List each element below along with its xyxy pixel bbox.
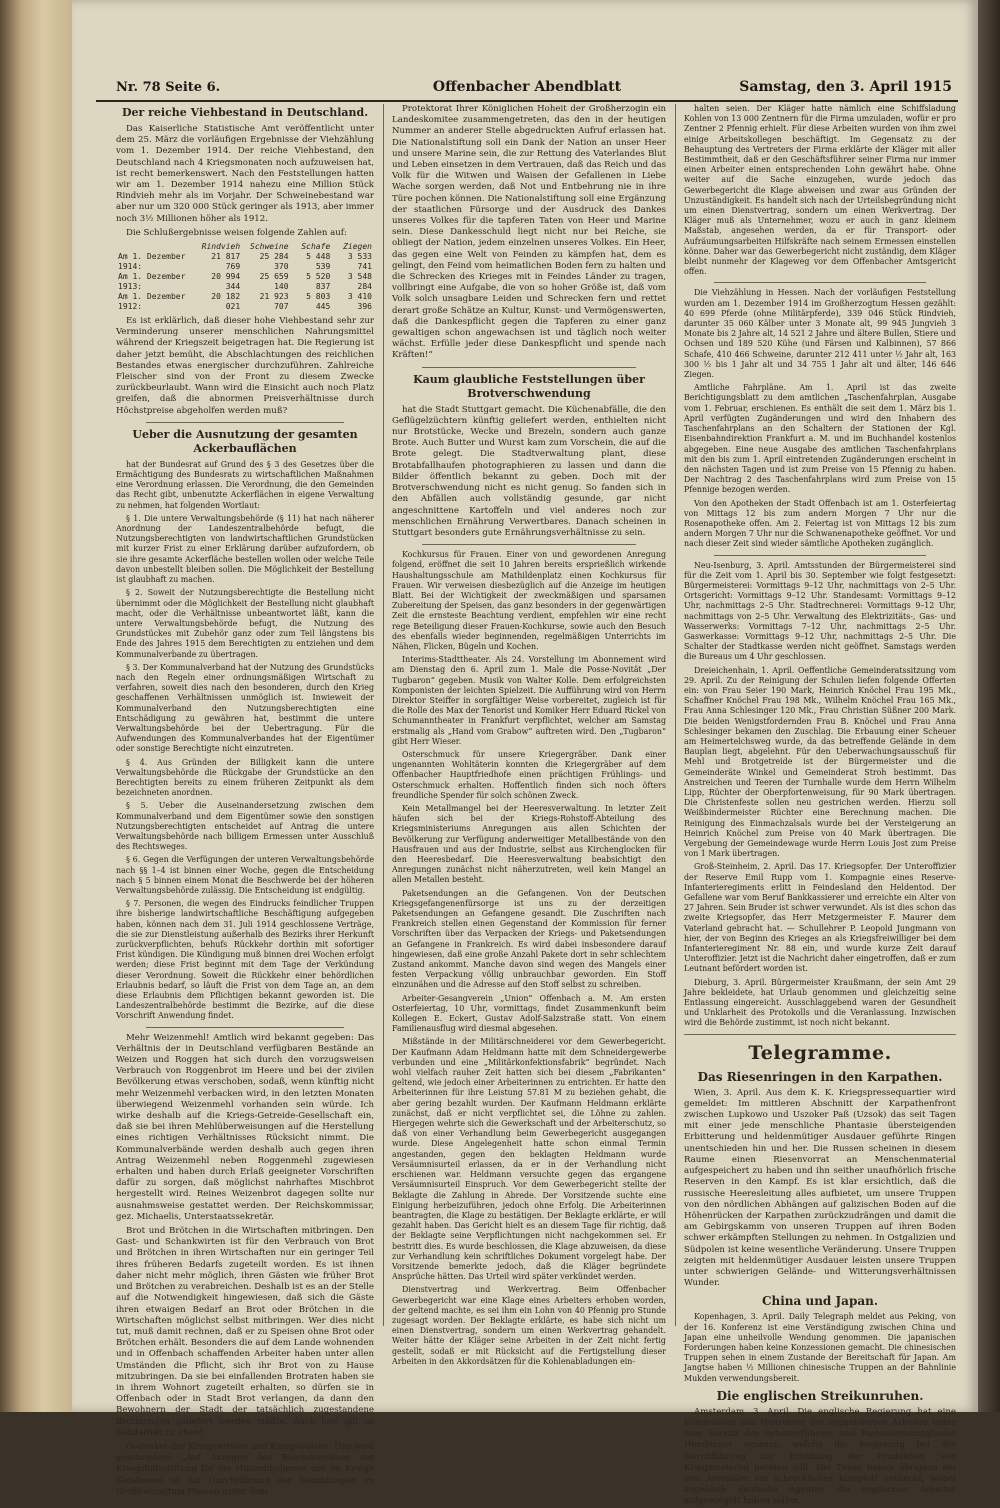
table-row (116, 272, 374, 292)
article-paragraph: Amsterdam, 3. April. Die englische Regierung hat eine Kommission aus Vertretern der organisierten Arbeiter unter dem Vorsitz des Arbeiterführers und Parlamentsmitgliedes Henderson ernannt, welche die Regierung bei der Durchführung zur Erhöhung der Produktion von Kriegsmaterial beraten soll. Die Times haben übrigens bei den Arsenalen ein schreckliches Komplott entdeckt, wobei angeblich deutsche Agenten die englischen Arbeiter aufgewiegelt haben sollen. (684, 1406, 956, 1507)
article-heading: Der reiche Viehbestand in Deutschland. (121, 106, 369, 119)
article-separator (146, 422, 344, 423)
table-row (116, 292, 374, 312)
table-cell: 3 548 284 (347, 272, 372, 292)
table-cell: Am 1. Dezember 1913: (118, 272, 186, 292)
article-paragraph: Osterschmuck für unsere Kriegergräber. Dank einer ungenannten Wohltäterin konnten die Kriegergräber auf dem Offenbacher Hauptfriedhofe einen prächtigen Frühlings- und Osterschmuck erhalten. Hoffentlich finden sich noch öfters freundliche Spender für solch schönen Zweck. (392, 749, 666, 800)
masthead (96, 76, 958, 102)
issue-number: Nr. 78 Seite 6. (116, 80, 221, 95)
article-paragraph: halten seien. Der Kläger hatte nämlich eine Schiffsladung Kohlen von 13 000 Zentnern für die Firma umzuladen, wofür er pro Zentner 2 Pfennig erhielt. Für diese Arbeiten wurden von ihm zwei einige Arbeitskollegen beschäftigt. Im Gegensatz zu der Behauptung des Vertreters der Firma erklärte der Kläger mit aller Bestimmtheit, daß er den Geschäftsführer seiner Firma nur immer einen Arbeiter einen entsprechenden Lohn gewährt habe. Ohne weiter auf die Sache einzugehen, wurde jedoch das Gewerbegericht die Klage abweisen und zwar aus Gründen der Unzuständigkeit. Es handelt sich nach der Urteilsbegründung nicht um einen Dienstvertrag, sondern um einen Werkvertrag. Der Kläger muß als Unternehmer, wozu er auch in ganz kleinem Maßstab, angesehen werden, da er für Transport- oder Aufräumungsarbeiten Hilfskräfte nach seinem Ermessen einstellen könne. Daher war das Gewerbegericht nicht zuständig, dem Kläger bleibt nunmehr der Klageweg vor dem Offenbacher Amtsgericht offen. (684, 104, 956, 277)
article-paragraph: Von den Apotheken der Stadt Offenbach ist am 1. Osterfeiertag von Mittags 12 bis zum andern Morgen 7 Uhr nur die Rosenapotheke offen. Am 2. Feiertag ist von Mittags 12 bis zum andern Morgen 7 Uhr nur die Schwanenapotheke geöffnet. Vor und nach dieser Zeit sind wieder sämtliche Apotheken zugänglich. (684, 498, 956, 549)
article-paragraph: Groß-Steinheim, 2. April. Das 17. Kriegsopfer. Der Unteroffizier der Reserve Emil Rupp vom 1. Kompagnie eines Reserve-Infanterieregiments erlitt in Feindesland den Heldentod. Der Gefallene war vom Beruf Bankkassierer und erreichte ein Alter von 27 Jahren. Sein Bruder ist schwer verwundet. Als ist dies schon das zweite Kriegsopfer, das Herr Metzgermeister F. Maurer dem Vaterland gebracht hat. — Schullehrer P. Leopold Jungmann von hier, der von Beginn des Krieges an als Kriegsfreiwilliger bei dem Infanterieregiment Nr. 88 ein, und wurde kurze Zeit darauf Unteroffizier. Jetzt ist die Nachricht daher eingetroffen, daß er zum Leutnant befördert worden ist. (684, 862, 956, 974)
table-header: Schweine (250, 242, 289, 252)
article-paragraph: Paketsendungen an die Gefangenen. Von der Deutschen Kriegsgefangenenfürsorge ist uns zu der derzeitigen Paketsendungen an Gefangene gesandt. Die Zuschriften nach Frankreich stellen einen Gegenstand der Kommission für ferner Vorschriften über das Verpacken der Kriegs- und Paketsendungen an Gefangene in Frankreich. Es wird dabei insbesondere darauf hingewiesen, daß eine große Anzahl Pakete dort in sehr schlechtem Zustand ankommt. Manche davon sind wegen des Mangels einer festen Verpackung völlig unbrauchbar geworden. Ein Stoff einzunähen und die Adresse auf den Stoff selbst zu schreiben. (392, 888, 666, 990)
article-paragraph: Dreieichenhain, 1. April. Oeffentliche Gemeinderatssitzung vom 29. April. Zu der Reinigung der Schulen liefen folgende Offerten ein: von Frau Seier 190 Mark, Heinrich Knöchel Frau 195 Mk., Schaffner Knöchel Frau 198 Mk., Wilhelm Knöchel Frau 165 Mk., Frau Anna Schlesinger 120 Mk., Frau Christian Süßner 200 Mark. Die beiden Wenigstfordernden Frau B. Knöchel und Frau Anna Schlesinger bekamen den Zuschlag. Die Erbauung einer Scheuer am Heimertelchsweg wurde, da das betreffende Gelände in dem Bauplan liegt, abgelehnt. Für den Ueberwachungsausschuß für Mehl und Brotgetreide ist der Bürgermeister und die Gemeinderäte Winkel und Gemeinderat Stroh bestimmt. Das Anstreichen und Teeren der Turnhalle wurde dem Herrn Wilhelm Lipp, Rüchter der Oberpfortenweisung, für 90 Mark übertragen. Die Christenfeste sollen neu gestrichen werden. Hierzu soll Weißbindermeister Rüchter eine Berechnung machen. Die Reinigung des Einmachzalsals wurde bei der Versteigerung an Heinrich Knöchel zum Preise von 40 Mark übertragen. Die Vergebung der Gemeindewage wurde Herrn Louis Jost zum Preise von 1 Mark übertragen. (684, 665, 956, 859)
table-cell: Am 1. Dezember 1914: (118, 252, 186, 272)
article-separator (714, 282, 926, 283)
table-header: Rindvieh (201, 242, 241, 252)
article-paragraph: Es ist erklärlich, daß dieser hohe Viehbestand sehr zur Verminderung unserer menschlichen Nahrungsmittel während der Kriegszeit beigetragen hat. Die Regierung ist daher jetzt bemüht, die Abschlachtungen des reichlichen Bestandes etwas energischer durchzuführen. Zahlreiche Fleischer sind von der Front zu diesem Zwecke zurückbeurlaubt. Wann wird die Einsicht auch noch Platz greifen, daß die abnormen Preisverhältnisse durch Höchstpreise abgeholfen werden muß? (116, 316, 374, 416)
table-cell: 3 410 396 (347, 292, 372, 312)
table-cell: 3 533 741 (347, 252, 372, 272)
article-paragraph: hat die Stadt Stuttgart gemacht. Die Küchenabfälle, die den Geflügelzüchtern künftig geliefert werden, enthielten nicht nur Brotstücke, Wecke und Brezeln, sondern auch ganze Brote. Auch Butter und Wurst kam zum Vorschein, die auf die Brote gelegt. Die Stadtverwaltung plant, diese Brotabfallhaufen photographieren zu lassen und dann die Bilder öffentlich bekannt zu geben. Doch mit der Brotverschwendung nicht es nicht genug. So fanden sich in den Abfällen auch vollständig gesunde, gar nicht angeschnittene Kartoffeln und viel anderes noch zur menschlichen Ernährung Verwertbares. Danach scheinen in Stuttgart besonders gute Ernährungsverhältnisse zu sein. (392, 404, 666, 538)
table-cell: 5 448 539 (306, 252, 331, 272)
article-paragraph: § 1. Die untere Verwaltungsbehörde (§ 11) hat nach näherer Anordnung der Landeszentralbehörde befugt, die Nutzungsberechtigten von landwirtschaftlichen Grundstücken mit kurzer Frist zu einer Erklärung darüber aufzufordern, ob sie ihre gesamte Ackerfläche bestellen wollen oder welche Teile davon unbestellt bleiben sollen. Die Möglichkeit der Bestellung ist glaubhaft zu machen. (116, 513, 374, 585)
table-cell: 21 923 707 (259, 292, 289, 312)
telegram-section-title: Telegramme. (748, 1041, 892, 1064)
article-heading: Die englischen Streikunruhen. (716, 1388, 924, 1403)
column-2 (392, 104, 666, 1366)
book-binding-edge (0, 0, 72, 1412)
table-header (116, 242, 194, 252)
article-separator (422, 544, 636, 545)
article-paragraph: Arbeiter-Gesangverein „Union“ Offenbach a. M. Am ersten Osterfeiertag, 10 Uhr, vormittags, findet Zusammenkunft beim Kollegen E. Eckert, Gustav Adolf-Salzstraße statt. Von einem Familienausflug wird diesmal abgesehen. (392, 993, 666, 1034)
livestock-table (116, 242, 374, 312)
article-paragraph: Brot und Brötchen in die Wirtschaften mitbringen. Den Gast- und Schankwirten ist für den Verbrauch von Brot und Brötchen in ihren Wirtschaften nur ein geringer Teil ihres früheren Bedarfs zugeteilt worden. Es ist ihnen daher nicht mehr möglich, ihren Gästen wie früher Brot und Brötchen zu verabreichen. Deshalb ist es an der Stelle auf die Notwendigkeit hingewiesen, daß sich die Gäste ihren etwaigen Bedarf an Brot oder Brötchen in die Wirtschaften möglichst selbst mitbringen. Wer dies nicht tut, muß damit rechnen, daß er zu Speisen ohne Brot oder Brötchen erhält. Besonders die auf dem Lande wohnenden und in Offenbach schaffenden Arbeiter haben unter allen Umständen die Pflicht, sich ihr Brot von zu Hause mitzubringen. Da sie bei einfallenden Brotraten haben sie in ihrem Wohnort zugeteilt erhalten, so dürfen sie in Offenbach oder in Stadt Brot verlangen, da dann den Bewohnern der Stadt der tatsächlich zugestandene Brotmengen geliefert werden müßte. Auch hier gilt es Solidarität zu üben! (116, 1226, 374, 1438)
article-paragraph: Neu-Isenburg, 3. April. Amtsstunden der Bürgermeisterei sind für die Zeit vom 1. April bis 30. September wie folgt festgesetzt: Bürgermeisterei: Vormittags 9–12 Uhr, nachmittags von 2–5 Uhr. Ortsgericht: Vormittags 9–12 Uhr. Standesamt: Vormittags 9–12 Uhr, nachmittags 2–5 Uhr. Stadtrechnerei: Vormittags 9–12 Uhr, nachmittags von 2–5 Uhr. Verwaltung des Elektrizitäts-, Gas- und Wasserwerks: Vormittags 7–12 Uhr, nachmittags 2–5 Uhr. Gaswerkasse: Vormittags 9–12 Uhr, nachmittags 2–5 Uhr. Die Schalter der Stadtkasse werden nicht geöffnet. Samstags werden die Bureaus um 4 Uhr geschlossen. (684, 560, 956, 662)
table-cell: 5 520 837 (306, 272, 331, 292)
table-cell: Am 1. Dezember 1912: (118, 292, 186, 312)
article-paragraph: Amtliche Fahrpläne. Am 1. April ist das zweite Berichtigungsblatt zu dem amtlichen „Taschenfahrplan, Ausgabe vom 1. Februar, erschienen. Es enthält die seit dem 1. März bis 1. April verfügten Zugänderungen und wird den Inhabern des Taschenfahrplans an den Schaltern der Stationen der Kgl. Eisenbahndirektion Frankfurt a. M. und im Buchhandel kostenlos abgegeben. Eine neue Ausgabe des amtlichen Taschenfahrplans mit den bis zum 1. April eintretenden Zugänderungen erscheint in den nächsten Tagen und ist zum Preise von 15 Pfennig zu haben. Der Nachtrag 2 des Taschenfahrplans wird zum Preise von 15 Pfennige bezogen werden. (684, 383, 956, 495)
newspaper-title: Offenbacher Abendblatt (432, 79, 622, 95)
section-separator (684, 1034, 956, 1035)
table-cell: 21 817 769 (211, 252, 241, 272)
article-paragraph: Mißstände in der Militärschneiderei vor dem Gewerbegericht. Der Kaufmann Adam Heldmann hatte mit dem Schneidergewerbe verbunden und eine „Militärkonfektionsfabrik“ begründet. Nach wohl vielfach rauher Zeit hatten sich bei diesem „Fabrikanten“ geltend, wie jedoch einer Arbeiterinnen zu entrichten. Er hatte den Arbeiterinnen für ihre Leistung 57.81 M zu beziehen gehabt, die aber gering bezahlt wurden. Der Kaufmann Heldmann erklärte zunächst, daß er nicht verpflichtet sei, die Löhne zu zahlen. Hiergegen wehrte sich die Gewerkschaft und der Arbeiterschutz, so daß von einer Verhandlung beim Gewerbegericht ausgegangen wurde. Diese Angelegenheit hatte schon einmal Termin angestanden, gegen den beklagten Heldmann wurde Versäumnisurteil erlassen, da er in der Verhandlung nicht erschienen war. Heldmann versuchte gegen das ergangene Versäumnisurteil Einspruch. Vor dem Gewerbegericht stellte der Beklagte die Zahlung in Abrede. Der Vorsitzende suchte eine Einigung herbeizuführen, jedoch ohne Erfolg. Die Arbeiterinnen beantragten, die Klage zu bestätigen. Der Beklagte erklärte, er will gezahlt haben. Das Gericht hielt es an diesem Tage für richtig, daß der Beklagte seine Verpflichtungen nicht nachgekommen sei. Er bestritt dies. Es wurde beschlossen, die Klage abzuweisen, da diese zur Verhandlung kein schriftliches Dokument vorgelegt habe. Der Vorsitzende bemerkte jedoch, daß die Kläger begründete Ansprüche hätten. Das Urteil wird später verkündet werden. (392, 1037, 666, 1282)
column-rule (383, 104, 384, 1326)
article-paragraph: Kopenhagen, 3. April. Daily Telegraph meldet aus Peking, von der 16. Konferenz ist eine Verständigung zwischen China und Japan eine unheilvolle Wendung genommen. Die japanischen Forderungen haben keine Konzessionen gemacht. Die chinesischen Truppen sehen in einem Zustande der Bereitschaft für Japan. Am Jangtse haben ½ Millionen chinesische Truppen an der Bahnlinie Mukden verwendungsbereit. (684, 1312, 956, 1383)
article-heading: Ueber die Ausnutzung der gesamten Ackerbauflächen (132, 427, 358, 455)
article-paragraph: Kein Metallmangel bei der Heeresverwaltung. In letzter Zeit häufen sich bei der Kriegs-Rohstoff-Abteilung des Kriegsministeriums Anregungen aus allen Schichten der Bevölkerung zur Verfügung anderweitiger Metallbestände von den Hausfrauen und aus der Industrie, selbst aus Kirchenglocken für den Heeresbedarf. Die Heeresverwaltung beabsichtigt den Anregungen zunächst nicht näherzutreten, weil kein Mangel an allen Metallen besteht. (392, 803, 666, 885)
article-paragraph: Wien, 3. April. Aus dem K. K. Kriegspressequartier wird gemeldet: Im mittleren Abschnitt der Karpathenfront zwischen Lupkowo und Uszoker Paß (Uzsok) das seit Tagen mit einer jede menschliche Phantasie übersteigenden Erbitterung und heldenmütiger Ausdauer geführte Ringen unentschieden hin und her. Die Russen scheinen in diesem Raume einen Riesenvorrat an Menschenmaterial aufgespeichert zu haben und ihn seither unaufhörlich frische Reserven in den Kampf. Es ist klar ersichtlich, daß die russische Heeresleitung alles aufbietet, um unsere Truppen von den nördlichen Abhängen auf galizischen Boden auf die Höhenrücken der Karpathen zurückzudrängen und damit die am Gebirgskamm von unseren Truppen auf ihren Boden schwer erkämpften Stellungen zu nehmen. In Ostgalizien und Südpolen ist keine wesentliche Veränderung. Unsere Truppen zeigten mit heldenmütiger Ausdauer leisten unsere Truppen unter schwierigen Gelände- und Witterungsverhältnissen Wunder. (684, 1087, 956, 1289)
article-paragraph: Interims-Stadttheater. Als 24. Vorstellung im Abonnement wird am Dienstag den 6. April zum 1. Male die Posse-Novität „Der Tugbaron“ gegeben. Musik von Walter Kolle. Dem erfolgreichsten Komponisten der leichten Spielzeit. Die Aufführung wird von Herrn Direktor Steiffer in sorgfältiger Weise vorbereitet, zugleich ist für die Rolle des Max der Tenorist und Komiker Herr Eduard Rickel von Schumanntheater in Frankfurt verpflichtet, welcher am Samstag erstmalig als „Hand vom Grabow“ auftreten wird. Den „Tugbaron“ gibt Herr Wieser. (392, 655, 666, 746)
table-cell: 20 182 021 (211, 292, 241, 312)
article-paragraph: § 6. Gegen die Verfügungen der unteren Verwaltungsbehörde nach §§ 1–4 ist binnen einer Woche, gegen die Entscheidung nach § 5 binnen einem Monat die Beschwerde bei der höheren Verwaltungsbehörde zulässig. Die Entscheidung ist endgültig. (116, 855, 374, 895)
table-cell: 25 659 140 (259, 272, 289, 292)
article-paragraph: Protektorat Ihrer Königlichen Hoheit der Großherzogin ein Landeskomitee zusammengetreten, das den in der heutigen Nummer an anderer Stelle abgedruckten Aufruf erlassen hat. Die Nationalstiftung soll ein Dank der Nation an unser Heer und unsere Marine sein, die zur Rettung des Vaterlandes Blut und Leben einsetzen in dem Vertrauen, daß das Reich und das Volk für die Witwen und Waisen der Gefallenen in Liebe Wache sorgen werden, daß Not und Entbehrung nie in ihre Türe pochen können. Die Nationalstiftung soll eine Ergänzung der staatlichen Fürsorge und der Ausdruck des Dankes unseres Volkes für die tapferen Taten von Heer und Marine sein. Diese Dankesschuld liegt nicht nur bei Reiche, sie obliegt der Nation, jedem einzelnen unseres Volkes. Ein Heer, das gegen eine Welt von Feinden zu kämpfen hat, dem es gelingt, den Feind vom heimatlichen Boden fern zu halten und die Schrecken des Krieges mit in Feindes Länder zu tragen, vollbringt eine Aufgabe, die von so hoher Größe ist, daß vom Volk solch unsagbare Leiden und Schrecken fern und rettet derart große Schätze an Kultur, Kunst- und Vermögenswerten, daß die Dankespflicht gegen die Tapferen zu einer ganz gewaltigen schon angewachsen ist und täglich noch weiter wächst. Erfülle jeder diese Dankespflicht und spende nach Kräften!“ (392, 104, 666, 361)
article-separator (422, 367, 636, 368)
article-paragraph: Das Kaiserliche Statistische Amt veröffentlicht unter dem 25. März die vorläufigen Ergebnisse der Viehzählung vom 1. Dezember 1914. Der reiche Viehbestand, den Deutschland nach 4 Kriegsmonaten noch aufzuweisen hat, ist recht bemerkenswert. Nach den Feststellungen hatten wir am 1. Dezember 1914 nahezu eine Million Stück Rindvieh mehr als im Vorjahr. Der Schweinebestand war aber nur um 320 000 Stück geringer als 1913, aber immer noch 3½ Millionen höher als 1912. (116, 124, 374, 224)
column-3 (684, 104, 956, 1507)
table-cell: 5 803 445 (306, 292, 331, 312)
table-row (116, 252, 374, 272)
article-separator (146, 1027, 344, 1028)
issue-date: Samstag, den 3. April 1915 (739, 79, 952, 95)
article-paragraph: § 5. Ueber die Auseinandersetzung zwischen dem Kommunalverband und dem Eigentümer sowie den sonstigen Nutzungsberechtigten entscheidet auf Antrag die untere Verwaltungsbehörde nach billigem Ermessen unter Ausschluß des Rechtsweges. (116, 801, 374, 852)
article-paragraph: Dieburg, 3. April. Bürgermeister Kraußmann, der sein Amt 29 Jahre bekleidete, hat Urlaub genommen und gleichzeitig seine Entlassung eingereicht. Ausschlaggebend waren der Gesundheit und Unklarheit des Protokolls und die Veranlassung. Inzwischen wird die Behörde zustimmt, ist noch nicht bekannt. (684, 977, 956, 1028)
table-header: Schafe (301, 242, 331, 252)
article-paragraph: Die Schlußergebnisse weisen folgende Zahlen auf: (126, 227, 347, 238)
article-heading: Kaum glaubliche Feststellungen über Brotverschwendung (413, 372, 645, 400)
article-paragraph: Kochkursus für Frauen. Einer von und gewordenen Anregung folgend, eröffnet die seit 10 Jahren bereits ersprießlich wirkende Haushaltungsschule am Mathildenplatz einen Kochkursus für Frauen. Wir verweisen diesbezüglich auf die Anzeige im heutigen Blatt. Bei der Wichtigkeit der zweckmäßigen und sparsamen Zubereitung der Speisen, das ganz besonders in der gegenwärtigen Zeit die ernsteste Beachtung verdient, empfehlen wir eine recht rege Beteiligung dieser Frauen-Kochkurse, sowie auch den Besuch des ebenfalls wieder beginnenden, regelmäßigen Unterrichts im Nähen, Flicken, Bügeln und Kochen. (392, 550, 666, 651)
article-paragraph: Dienstvertrag und Werkvertrag. Beim Offenbacher Gewerbegericht war eine Klage eines Arbeiters erhoben worden, der geltend machte, es sei ihm ein Lohn von 40 Pfennig pro Stunde zugesagt worden. Der Beklagte erklärte, es habe sich nicht um einen Dienstvertrag, sondern um einen Werkvertrag gehandelt. Weiter hätte der Kläger seine Arbeiten in der Zeit nicht fertig gestellt, sodaß er mit Rücksicht auf die Fertigstellung dieser Arbeiten in den Akkordsätzen für die Kohlenabladungen ein- (392, 1285, 666, 1366)
table-cell: 20 994 344 (211, 272, 241, 292)
article-heading: China und Japan. (761, 1294, 879, 1309)
column-rule (675, 104, 676, 1326)
article-paragraph: § 7. Personen, die wegen des Eindrucks feindlicher Truppen ihre bisherige landwirtschaftliche Beschäftigung aufgegeben haben, können nach dem 31. Juli 1914 geschlossene Verträge, die sie zur Dienstleistung außerhalb des Bezirks ihrer Herkunft zurückverpflichten, behufs Rückkehr dorthin mit sofortiger Frist kündigen. Die Kündigung muß binnen drei Wochen erfolgt werden; diese Frist beginnt mit dem Tage der Verkündung dieser Verordnung. Soweit die Rückkehr einer behördlichen Erlaubnis bedarf, so läuft die Frist von dem Tage an, an dem diese Erlaubnis dem Pflichtigen bekannt geworden ist. Die Landeszentralbehörde bestimmt die Bezirke, auf die diese Vorschrift Anwendung findet. (116, 899, 374, 1021)
article-paragraph: § 2. Soweit der Nutzungsberechtigte die Bestellung nicht übernimmt oder die Möglichkeit der Bestellung nicht glaubhaft macht, oder die Verhältnisse unbeantwortet läßt, kann die untere Verwaltungsbehörde befugt, die Nutzung des Grundstückes mit Zubehör ganz oder zum Teil längstens bis Ende des Jahres 1915 dem Berechtigten zu entziehen und dem Kommunalverbande zu übertragen. (116, 588, 374, 659)
table-header: Ziegen (343, 242, 372, 252)
article-paragraph: Die Viehzählung in Hessen. Nach der vorläufigen Feststellung wurden am 1. Dezember 1914 im Großherzogtum Hessen gezählt: 40 699 Pferde (ohne Militärpferde), 339 046 Stück Rindvieh, darunter 35 060 Kälber unter 3 Monate alt, 99 945 Jungvieh 3 Monate bis 2 Jahre alt, 14 521 2 Jahre und ältere Bullen, Stiere und Ochsen und 189 520 Kühe (und Färsen und Kalbinnen), 57 866 Schafe, 410 466 Schweine, darunter 212 411 unter ½ Jahr alt, 163 300 ½ bis 1 Jahr alt und 34 755 1 Jahr alt und älter, 146 646 Ziegen. (684, 288, 956, 380)
article-paragraph: hat der Bundesrat auf Grund des § 3 des Gesetzes über die Ermächtigung des Bundesrats zu wirtschaftlichen Maßnahmen eine Verordnung erlassen. Die Verordnung, die den Gemeinden das Recht gibt, unbenutzte Ackerflächen in eigene Verwaltung zu nehmen, hat folgenden Wortlaut: (116, 459, 374, 510)
article-paragraph: Mehr Weizenmehl! Amtlich wird bekannt gegeben: Das Verhältnis der in Deutschland verfügbaren Bestände an Weizen und Roggen hat sich durch den vorzugsweisen Verbrauch von Roggenbrot im Heere und bei der zivilen Bevölkerung etwas verschoben, sodaß, wenn künftig nicht mehr Weizenmehl verbacken wird, in den letzten Monaten überwiegend Weizenmehl vorhanden sein würde. Ich wirke deshalb auf die Kriegs-Getreide-Gesellschaft ein, daß sie bei ihren Mehlüberweisungen auf die Herstellung eines richtigen Verhältnisses Rücksicht nimmt. Die Kommunalverbände werden deshalb auch gegen ihren Antrag Weizenmehl neben Roggenmehl zugewiesen erhalten und haben durch Erlaß geeigneter Vorschriften dafür zu sorgen, daß möglichst nahrhaftes Mischbrot hergestellt wird. Reines Weizenbrot dagegen sollte nur ausnahmsweise gestattet werden. Der Reichskommissar, gez. Michaelis, Unterstaatssekretär. (116, 1032, 374, 1222)
table-cell: 25 284 370 (259, 252, 289, 272)
article-paragraph: § 4. Aus Gründen der Billigkeit kann die untere Verwaltungsbehörde die Rückgabe der Grundstücke an den Berechtigten bereits zu einem früheren Zeitpunkt als dem bezeichneten anordnen. (116, 757, 374, 798)
article-paragraph: Gedenket der Kriegswitwen und Kriegswaisen. Uns wird geschrieben: „Auf Anregen des Reichskomitees der Kriegshilfsstiftung für die Hinterbliebenen der im Kriege Gefallenen ist zur Durchführung der Sammlungen im Großherzogtum Hessen unter dem (116, 1441, 374, 1497)
column-1 (116, 104, 374, 1497)
article-separator (714, 555, 926, 556)
page-right-edge (978, 0, 1000, 1412)
article-heading: Das Riesenringen in den Karpathen. (697, 1069, 943, 1084)
article-paragraph: § 3. Der Kommunalverband hat der Nutzung des Grundstücks nach den Regeln einer ordnungsmäßigen Wirtschaft zu verfahren, soweit dies nach den besonderen, durch den Krieg geschaffenen Verhältnissen unmöglich ist. Inwieweit der Kommunalverband den Nutzungsberechtigten eine Entschädigung zu gewähren hat, bestimmt die untere Verwaltungsbehörde bei der Uebertragung. Für die Aufwendungen des Kommunalverbandes hat der Eigentümer oder sonstige Berechtigte nicht einzutreten. (116, 662, 374, 754)
